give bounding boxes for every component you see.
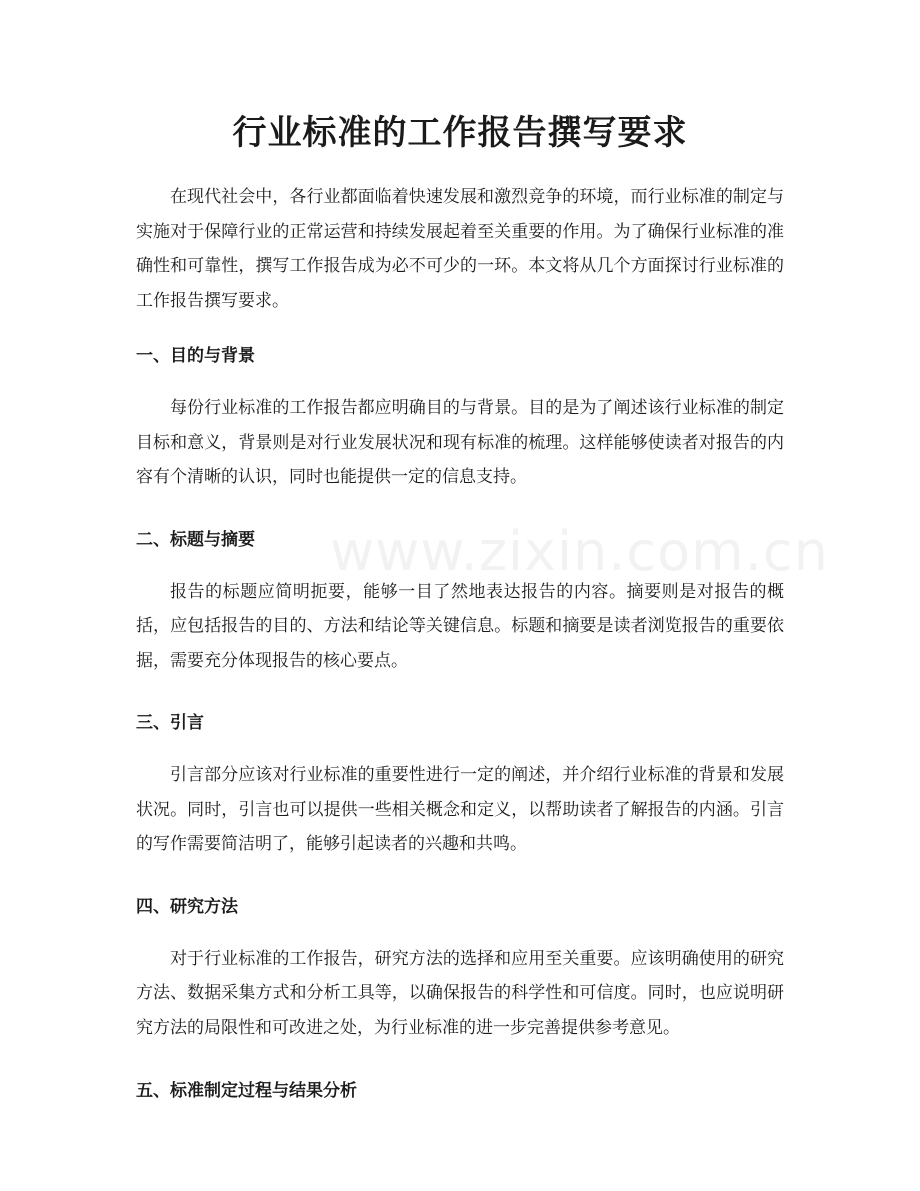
section-heading-standard-process-results: 五、标准制定过程与结果分析 [136, 1081, 357, 1101]
section-body-introduction: 引言部分应该对行业标准的重要性进行一定的阐述，并介绍行业标准的背景和发展状况。同时，引言也可以提供一些相关概念和定义，以帮助读者了解报告的内涵。引言的写作需要简洁明了，能够引起读者的兴趣和共鸣。 [136, 765, 784, 854]
document-title: 行业标准的工作报告撰写要求 [232, 113, 688, 153]
section-heading-purpose-background: 一、目的与背景 [136, 346, 255, 366]
section-body-title-abstract: 报告的标题应简明扼要，能够一目了然地表达报告的内容。摘要则是对报告的概括，应包括报告的目的、方法和结论等关键信息。标题和摘要是读者浏览报告的重要依据，需要充分体现报告的核心要点。 [136, 581, 784, 671]
intro-paragraph: 在现代社会中，各行业都面临着快速发展和激烈竞争的环境，而行业标准的制定与实施对于保障行业的正常运营和持续发展起着至关重要的作用。为了确保行业标准的准确性和可靠性，撰写工作报告成为必不可少的一环。本文将从几个方面探讨行业标准的工作报告撰写要求。 [136, 187, 784, 311]
section-heading-research-methods: 四、研究方法 [136, 896, 238, 917]
watermark-text: www.zixin.com.cn [330, 520, 829, 583]
section-heading-title-abstract: 二、标题与摘要 [136, 529, 255, 550]
section-body-research-methods: 对于行业标准的工作报告，研究方法的选择和应用至关重要。应该明确使用的研究方法、数据采集方式和分析工具等，以确保报告的科学性和可信度。同时，也应说明研究方法的局限性和可改进之处，为行业标准的进一步完善提供参考意见。 [136, 948, 784, 1038]
section-heading-introduction: 三、引言 [136, 713, 204, 733]
section-body-purpose-background: 每份行业标准的工作报告都应明确目的与背景。目的是为了阐述该行业标准的制定目标和意义，背景则是对行业发展状况和现有标准的梳理。这样能够使读者对报告的内容有个清晰的认识，同时也能提供一定的信息支持。 [136, 398, 784, 487]
